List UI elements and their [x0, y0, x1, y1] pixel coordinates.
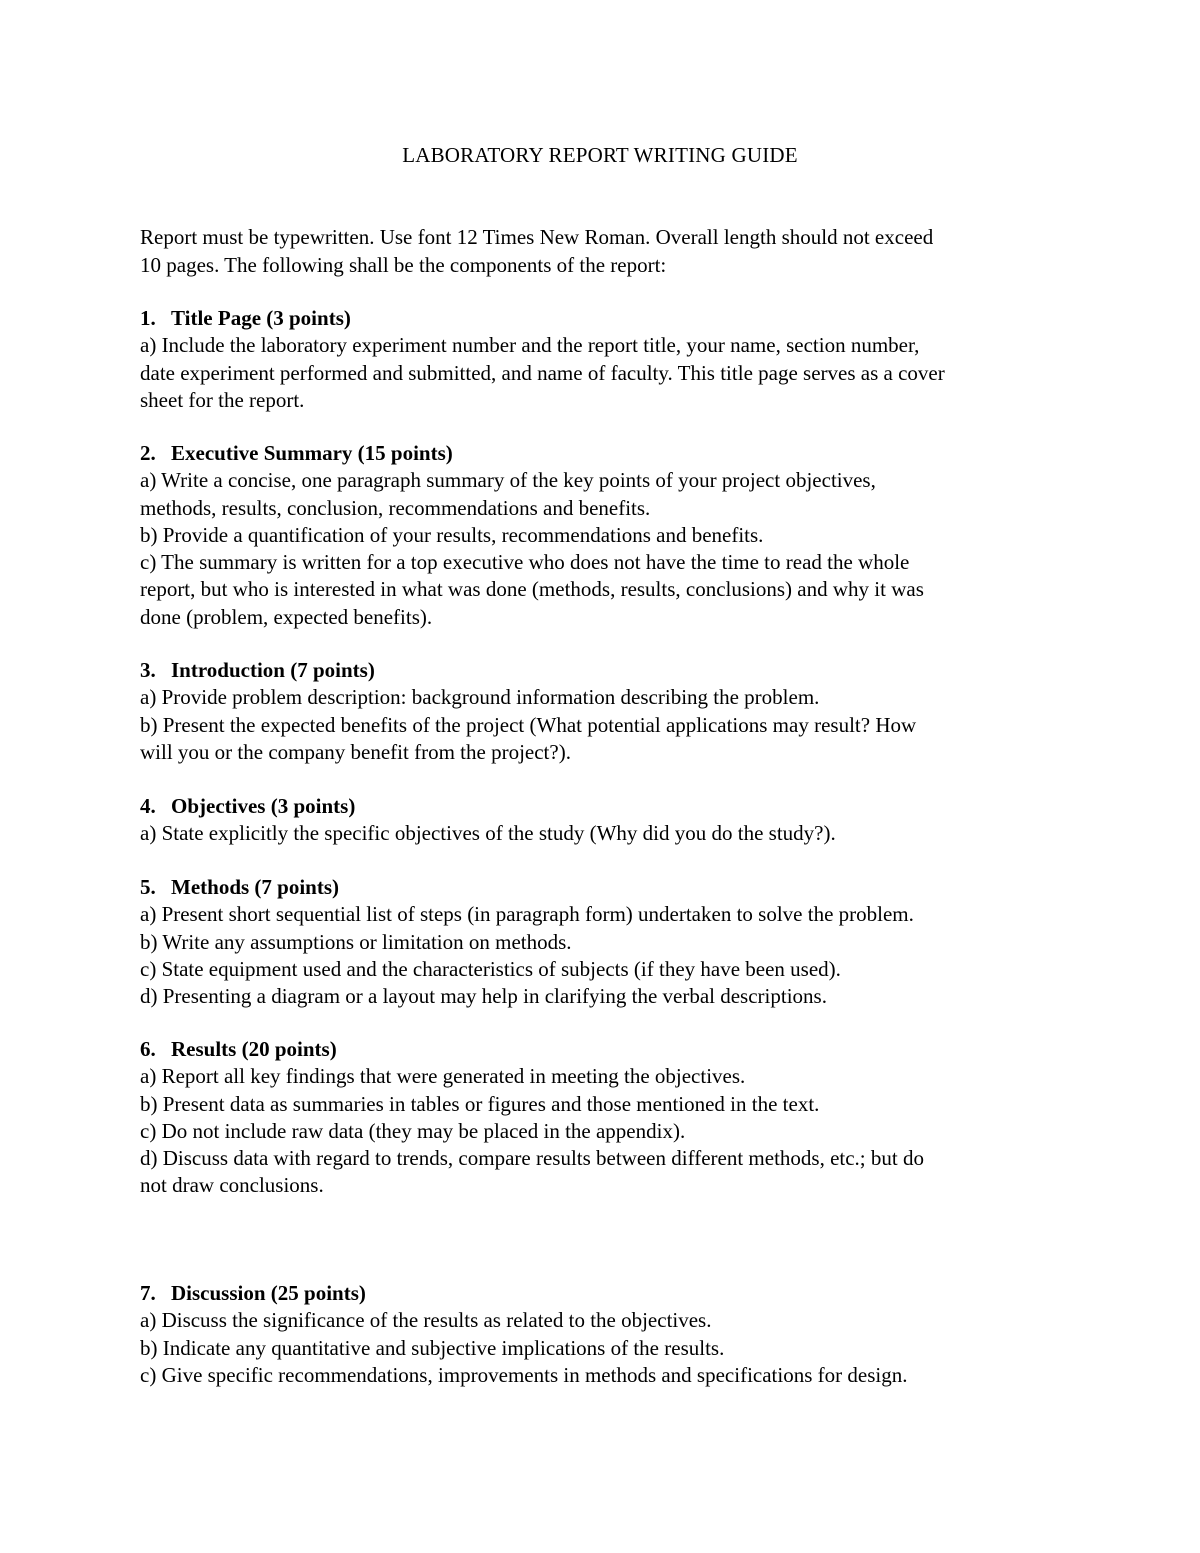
intro-paragraph: [140, 224, 1060, 279]
section-line: done (problem, expected benefits).: [140, 604, 433, 629]
section-heading-text: Introduction (7 points): [171, 658, 375, 682]
section-discussion: [140, 1280, 1070, 1389]
section-objectives: [140, 793, 1070, 848]
section-number: 7.: [140, 1281, 156, 1305]
section-line: a) Provide problem description: background information describing the problem.: [140, 685, 820, 710]
section-heading: [140, 793, 1070, 820]
section-line: b) Provide a quantification of your results, recommendations and benefits.: [140, 522, 764, 547]
section-line: a) Present short sequential list of steps (in paragraph form) undertaken to solve the problem.: [140, 902, 914, 927]
section-line: methods, results, conclusion, recommendations and benefits.: [140, 495, 651, 520]
section-line: d) Presenting a diagram or a layout may help in clarifying the verbal descriptions.: [140, 984, 827, 1009]
section-heading: [140, 657, 1070, 684]
section-results: [140, 1036, 1070, 1200]
section-line: a) Write a concise, one paragraph summary of the key points of your project objectives,: [140, 468, 876, 493]
section-heading-text: Results (20 points): [171, 1037, 337, 1061]
section-heading-text: Discussion (25 points): [171, 1281, 366, 1305]
section-executive-summary: [140, 440, 1070, 631]
section-line: a) State explicitly the specific objectives of the study (Why did you do the study?).: [140, 821, 836, 846]
section-heading: [140, 1036, 1070, 1063]
section-line: c) The summary is written for a top executive who does not have the time to read the whole: [140, 550, 910, 575]
section-line: date experiment performed and submitted, and name of faculty. This title page serves as a cover: [140, 360, 945, 385]
section-heading-text: Executive Summary (15 points): [171, 441, 453, 465]
section-line: not draw conclusions.: [140, 1173, 324, 1198]
section-number: 2.: [140, 441, 156, 465]
section-heading-text: Objectives (3 points): [171, 794, 356, 818]
intro-line: 10 pages. The following shall be the components of the report:: [140, 252, 667, 277]
section-line: sheet for the report.: [140, 387, 305, 412]
section-heading: [140, 874, 1070, 901]
section-line: c) Do not include raw data (they may be placed in the appendix).: [140, 1118, 686, 1143]
section-number: 5.: [140, 875, 156, 899]
section-line: b) Present the expected benefits of the project (What potential applications may result? How: [140, 712, 917, 737]
section-line: b) Indicate any quantitative and subjective implications of the results.: [140, 1335, 725, 1360]
section-number: 1.: [140, 306, 156, 330]
section-line: b) Write any assumptions or limitation on methods.: [140, 929, 572, 954]
section-line: b) Present data as summaries in tables or figures and those mentioned in the text.: [140, 1091, 820, 1116]
section-introduction: [140, 657, 1070, 766]
section-heading-text: Title Page (3 points): [171, 306, 351, 330]
section-number: 4.: [140, 794, 156, 818]
section-line: will you or the company benefit from the project?).: [140, 739, 571, 764]
section-heading: [140, 305, 1070, 332]
section-number: 3.: [140, 658, 156, 682]
section-line: d) Discuss data with regard to trends, compare results between different methods, etc.; but do: [140, 1146, 924, 1171]
section-line: a) Discuss the significance of the results as related to the objectives.: [140, 1308, 712, 1333]
document-title: LABORATORY REPORT WRITING GUIDE: [402, 143, 798, 167]
intro-line: Report must be typewritten. Use font 12 Times New Roman. Overall length should not exceed: [140, 225, 934, 249]
section-heading: [140, 440, 1070, 467]
section-title-page: [140, 305, 1070, 414]
section-line: a) Include the laboratory experiment number and the report title, your name, section number,: [140, 333, 920, 358]
section-heading-text: Methods (7 points): [171, 875, 340, 899]
section-line: report, but who is interested in what was done (methods, results, conclusions) and why it was: [140, 577, 924, 602]
section-methods: [140, 874, 1070, 1010]
section-line: a) Report all key findings that were generated in meeting the objectives.: [140, 1064, 746, 1089]
section-number: 6.: [140, 1037, 156, 1061]
section-line: c) Give specific recommendations, improvements in methods and specifications for design.: [140, 1362, 908, 1387]
section-heading: [140, 1280, 1070, 1307]
section-line: c) State equipment used and the characteristics of subjects (if they have been used).: [140, 956, 841, 981]
